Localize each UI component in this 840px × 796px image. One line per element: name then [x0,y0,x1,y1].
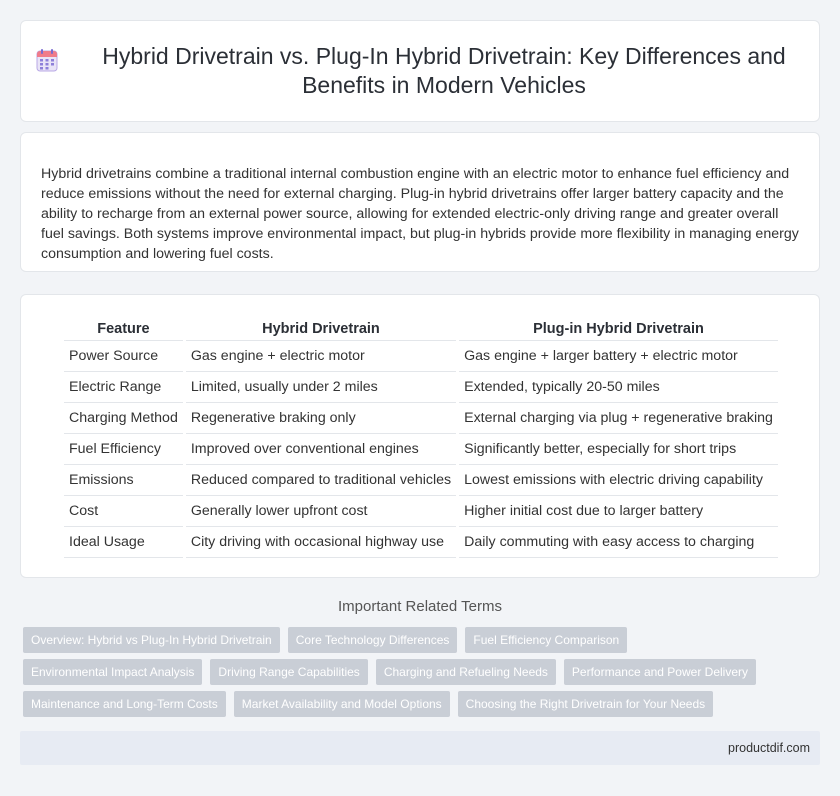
table-cell: Fuel Efficiency [64,434,183,465]
page-title: Hybrid Drivetrain vs. Plug-In Hybrid Drivetrain: Key Differences and Benefits in Modern Vehicles [102,43,786,98]
table-cell: Generally lower upfront cost [186,496,456,527]
related-terms-title: Important Related Terms [338,598,502,615]
related-term-tag[interactable]: Fuel Efficiency Comparison [465,627,627,653]
table-row [64,341,778,372]
related-term-tag[interactable]: Maintenance and Long-Term Costs [23,691,226,717]
footer-site-name: productdif.com [728,741,810,755]
column-header-hybrid: Hybrid Drivetrain [186,317,456,341]
table-header-row [64,317,778,341]
table-row [64,372,778,403]
related-term-tag[interactable]: Performance and Power Delivery [564,659,756,685]
calendar-icon [36,48,58,72]
related-terms-section [20,598,820,723]
table-cell: Cost [64,496,183,527]
column-header-feature: Feature [64,317,183,341]
related-term-tag[interactable]: Core Technology Differences [288,627,458,653]
header-card [20,20,820,122]
table-row [64,527,778,558]
related-term-tag[interactable]: Environmental Impact Analysis [23,659,202,685]
table-cell: Emissions [64,465,183,496]
table-cell: Reduced compared to traditional vehicles [186,465,456,496]
table-row [64,496,778,527]
table-cell: Power Source [64,341,183,372]
related-term-tag[interactable]: Choosing the Right Drivetrain for Your Needs [458,691,713,717]
related-terms-tags [20,627,820,723]
table-cell: Significantly better, especially for short trips [459,434,778,465]
related-term-tag[interactable]: Market Availability and Model Options [234,691,450,717]
table-cell: Ideal Usage [64,527,183,558]
table-cell: Gas engine + larger battery + electric motor [459,341,778,372]
table-cell: Improved over conventional engines [186,434,456,465]
related-term-tag[interactable]: Driving Range Capabilities [210,659,367,685]
intro-card [20,132,820,272]
table-cell: Charging Method [64,403,183,434]
footer [20,731,820,765]
table-row [64,403,778,434]
intro-text: Hybrid drivetrains combine a traditional internal combustion engine with an electric motor to enhance fuel efficiency and reduce emissions without the need for external charging. Plug-in hybrid drivetrains offer larger battery capacity and the ability to recharge from an external power source, allowing for extended electric-only driving range and greater overall fuel savings. Both systems improve environmental impact, but plug-in hybrids provide more flexibility in managing energy consumption and lowering fuel costs. [41,166,799,262]
header [36,42,804,100]
related-term-tag[interactable]: Charging and Refueling Needs [376,659,556,685]
table-cell: Lowest emissions with electric driving capability [459,465,778,496]
table-cell: Daily commuting with easy access to charging [459,527,778,558]
table-cell: Electric Range [64,372,183,403]
comparison-table [61,317,781,558]
related-term-tag[interactable]: Overview: Hybrid vs Plug-In Hybrid Drivetrain [23,627,280,653]
column-header-plugin: Plug-in Hybrid Drivetrain [459,317,778,341]
table-cell: Extended, typically 20-50 miles [459,372,778,403]
table-cell: City driving with occasional highway use [186,527,456,558]
table-row [64,465,778,496]
table-cell: External charging via plug + regenerative braking [459,403,778,434]
comparison-card [20,294,820,578]
table-cell: Gas engine + electric motor [186,341,456,372]
table-row [64,434,778,465]
table-cell: Higher initial cost due to larger battery [459,496,778,527]
table-cell: Regenerative braking only [186,403,456,434]
table-cell: Limited, usually under 2 miles [186,372,456,403]
